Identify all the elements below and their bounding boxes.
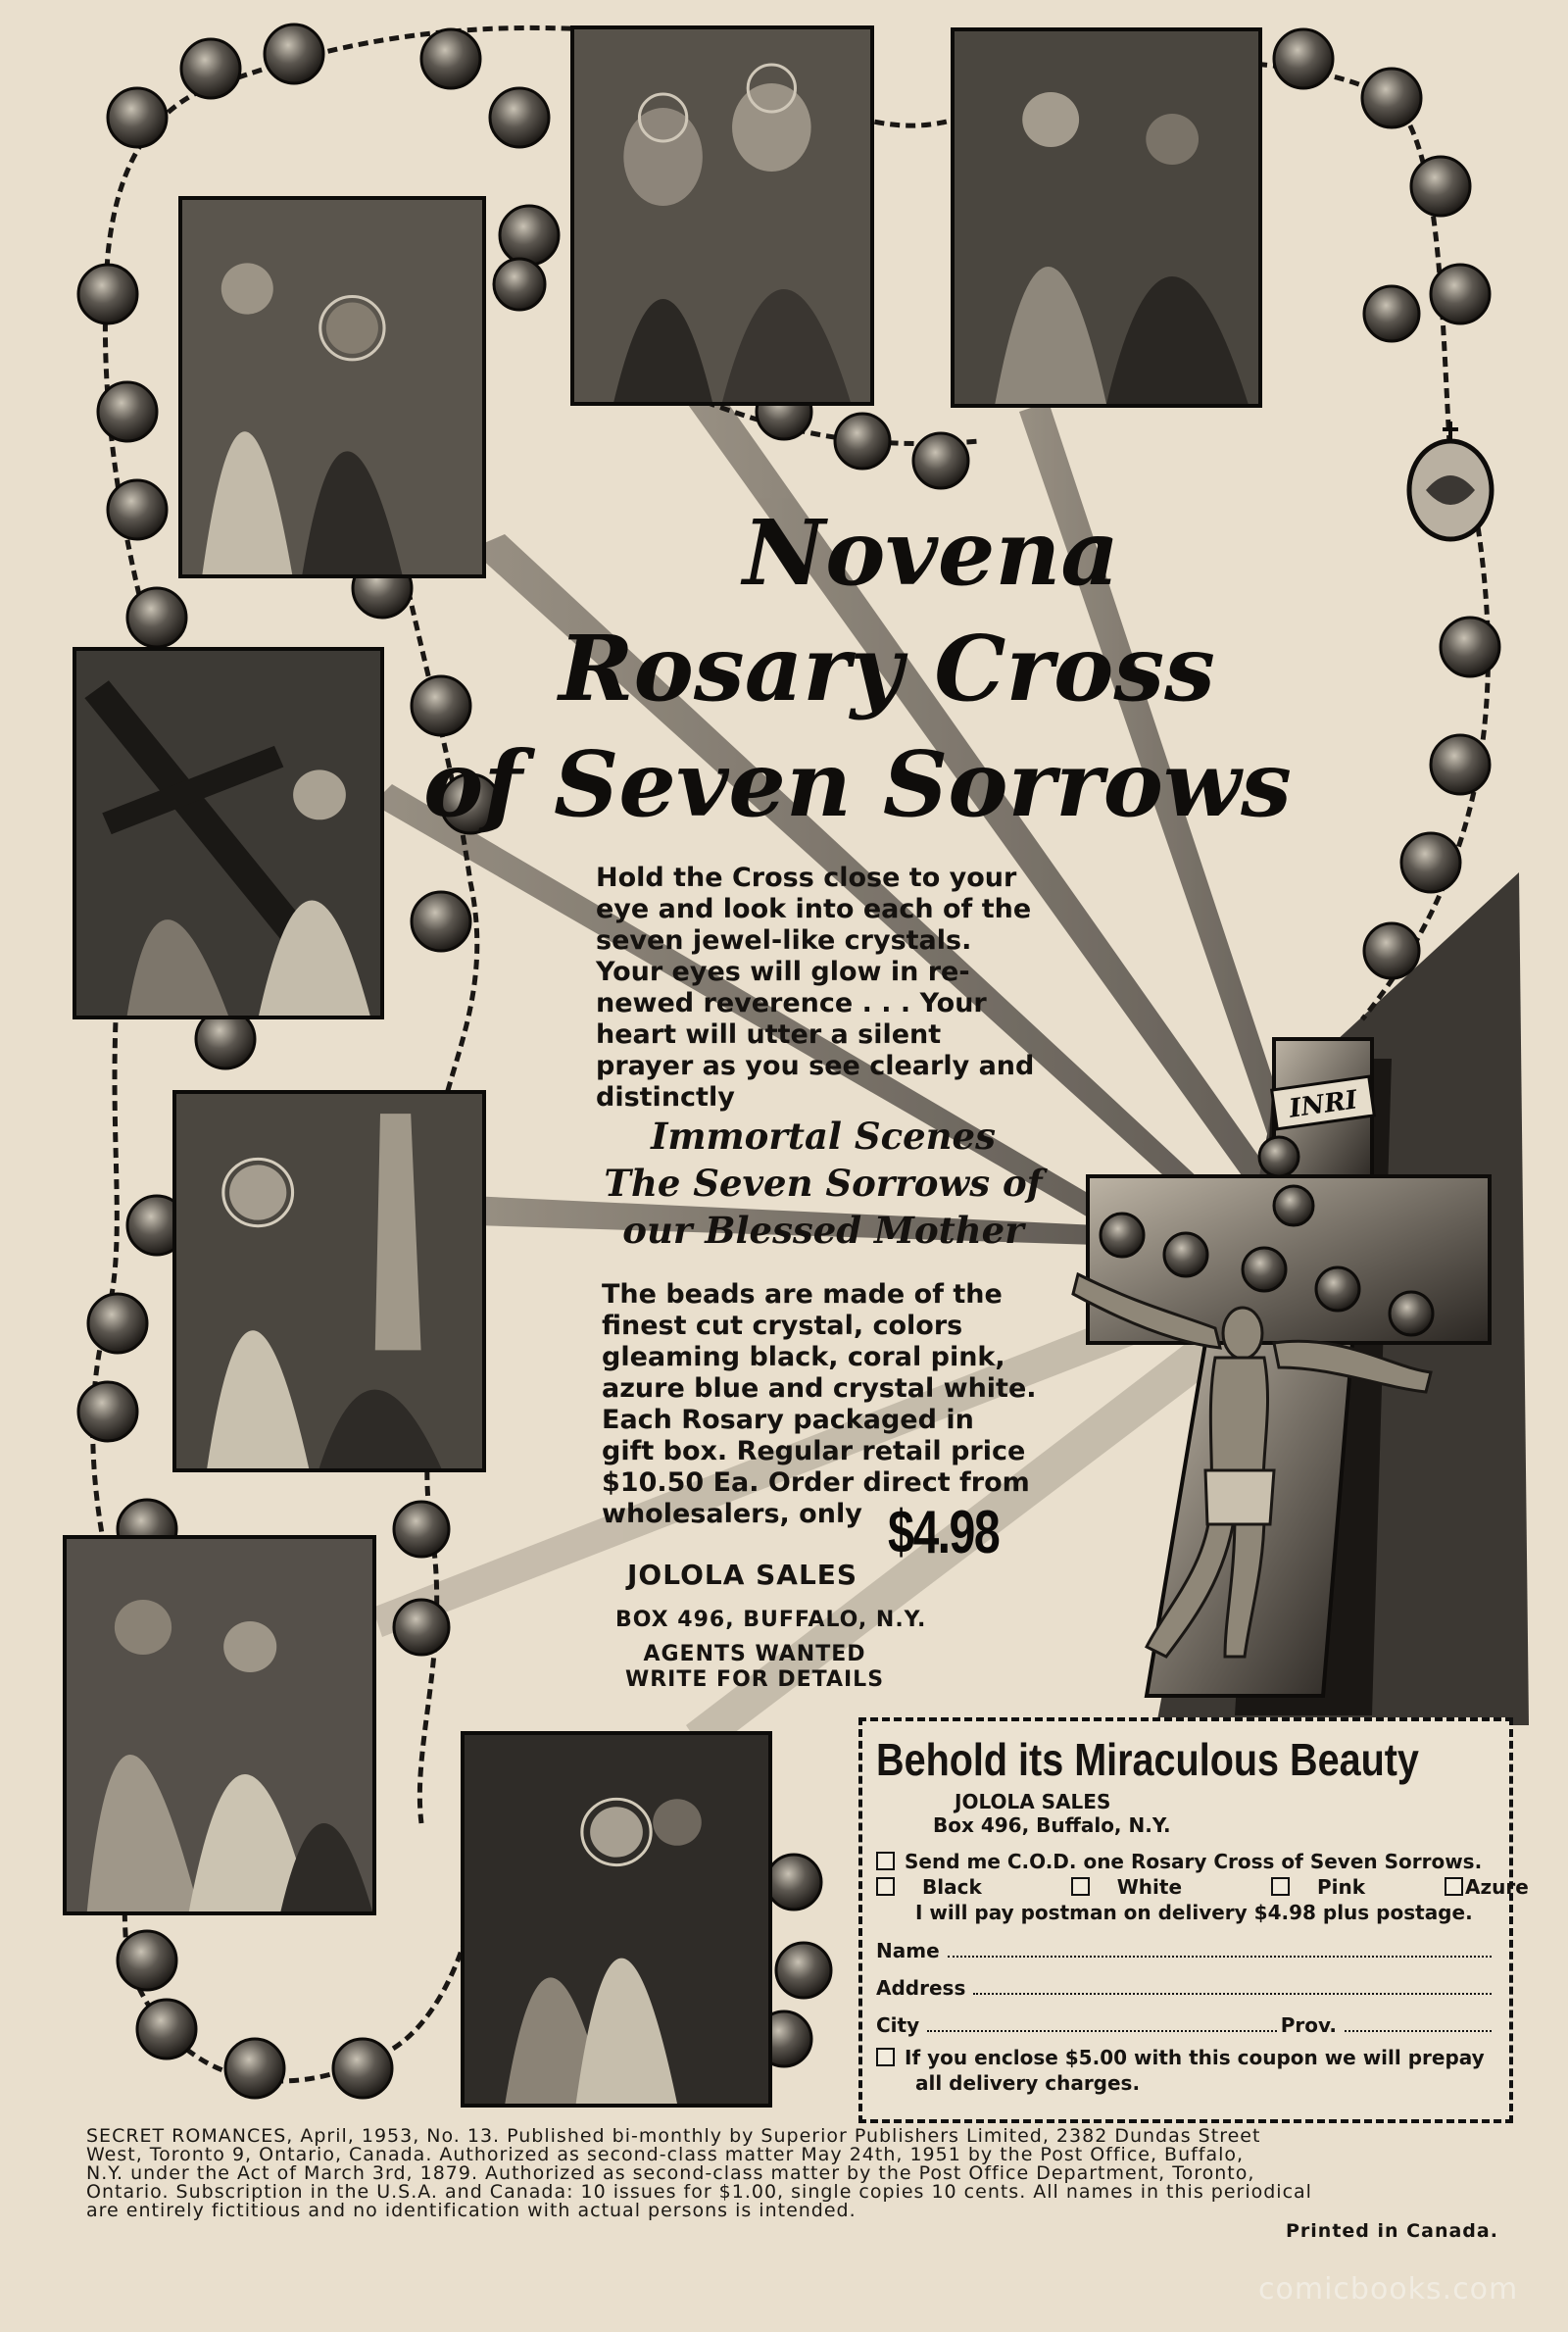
- prov-label: Prov.: [1280, 2013, 1337, 2037]
- body-line: distinctly: [596, 1082, 735, 1113]
- city-label: City: [876, 2013, 920, 2037]
- scenes-line: The Seven Sorrows of: [604, 1162, 1043, 1205]
- name-field[interactable]: [876, 1925, 1495, 1962]
- scenes-line: Immortal Scenes: [651, 1115, 996, 1158]
- agents-wanted: [608, 1642, 902, 1693]
- beads-line: $10.50 Ea. Order direct from: [602, 1467, 1030, 1498]
- company-address: BOX 496, BUFFALO, N.Y.: [615, 1608, 927, 1632]
- prepay-line: If you enclose $5.00 with this coupon we will prepay: [905, 2046, 1485, 2069]
- body-line: prayer as you see clearly and: [596, 1051, 1035, 1081]
- company-name: JOLOLA SALES: [627, 1559, 858, 1591]
- watermark: comicbooks.com: [1258, 2272, 1519, 2307]
- address-label: Address: [876, 1976, 966, 2000]
- city-field[interactable]: [876, 2000, 1495, 2037]
- beads-line: The beads are made of the: [602, 1279, 1003, 1310]
- price: $4.98: [888, 1499, 1000, 1566]
- inri-plaque: INRI: [1287, 1085, 1359, 1124]
- body-line: eye and look into each of the: [596, 894, 1032, 924]
- prepay-line: all delivery charges.: [915, 2071, 1141, 2095]
- body-line: Hold the Cross close to your: [596, 863, 1017, 893]
- sorrow-photo-6: [63, 1535, 376, 1915]
- coupon-address-line: JOLOLA SALES: [955, 1790, 1111, 1813]
- body-line: Your eyes will glow in re-: [596, 957, 970, 987]
- pink-checkbox[interactable]: [1271, 1877, 1290, 1896]
- footer-line: West, Toronto 9, Ontario, Canada. Authorized as second-class matter May 24th, 1951 by the Post Office, Buffalo,: [86, 2144, 1245, 2165]
- printed-in-canada: Printed in Canada.: [1286, 2220, 1498, 2242]
- coupon-headline: Behold its Miraculous Beauty: [876, 1734, 1419, 1785]
- beads-line: finest cut crystal, colors: [602, 1311, 963, 1341]
- prepay-checkbox[interactable]: [876, 2048, 895, 2066]
- medal-icon: [1409, 422, 1492, 539]
- white-checkbox[interactable]: [1071, 1877, 1090, 1896]
- sorrow-photo-5: [172, 1090, 486, 1472]
- color-options: [876, 1874, 1529, 1900]
- title-line: of Seven Sorrows: [423, 731, 1292, 837]
- body-line: newed reverence . . . Your: [596, 988, 987, 1018]
- black-checkbox[interactable]: [876, 1877, 895, 1896]
- beads-description: [602, 1279, 1053, 1530]
- order-label: Send me C.O.D. one Rosary Cross of Seven Sorrows.: [905, 1850, 1483, 1873]
- beads-line: gift box. Regular retail price: [602, 1436, 1026, 1466]
- sorrow-photo-4: [73, 647, 384, 1019]
- color-label: Pink: [1316, 1875, 1366, 1899]
- order-checkbox[interactable]: [876, 1852, 895, 1870]
- order-coupon: [858, 1717, 1529, 2123]
- address-field[interactable]: [876, 1962, 1495, 2000]
- title-line: Rosary Cross: [559, 616, 1215, 721]
- pay-line: I will pay postman on delivery $4.98 plus postage.: [915, 1901, 1473, 1924]
- sorrow-photo-7: [461, 1731, 772, 2108]
- sorrow-photo-1: [570, 25, 874, 406]
- beads-line: gleaming black, coral pink,: [602, 1342, 1005, 1372]
- footer-line: N.Y. under the Act of March 3rd, 1879. Authorized as second-class matter by the Post Office Department, Toronto,: [86, 2162, 1255, 2184]
- coupon-address-line: Box 496, Buffalo, N.Y.: [933, 1813, 1171, 1837]
- color-label: Black: [922, 1875, 982, 1899]
- color-label: White: [1116, 1875, 1183, 1899]
- footer-line: are entirely fictitious and no identification with actual persons is intended.: [86, 2200, 857, 2221]
- immortal-scenes-heading: [568, 1113, 1078, 1254]
- beads-line: azure blue and crystal white.: [602, 1373, 1037, 1404]
- publication-notice: [86, 2127, 1497, 2220]
- body-line: heart will utter a silent: [596, 1019, 942, 1050]
- order-option: [876, 1849, 1495, 1874]
- sorrow-photo-2: [951, 27, 1262, 408]
- color-label: Azure: [1465, 1875, 1529, 1899]
- agents-line: WRITE FOR DETAILS: [624, 1667, 885, 1692]
- ad-title: [423, 495, 1313, 842]
- name-label: Name: [876, 1939, 940, 1962]
- prepay-option: [876, 2045, 1495, 2070]
- footer-line: Ontario. Subscription in the U.S.A. and Canada: 10 issues for $1.00, single copies 10 cents. All names in this periodical: [86, 2181, 1312, 2203]
- ad-description: [596, 863, 1047, 1114]
- azure-checkbox[interactable]: [1445, 1877, 1463, 1896]
- body-line: seven jewel-like crystals.: [596, 925, 972, 956]
- beads-line: Each Rosary packaged in: [602, 1405, 974, 1435]
- sorrow-photo-3: [178, 196, 486, 578]
- footer-line: SECRET ROMANCES, April, 1953, No. 13. Published bi-monthly by Superior Publishers Limited, 2382 Dundas Street: [86, 2125, 1261, 2147]
- coupon-address: [933, 1790, 1495, 1837]
- title-line: Novena: [743, 500, 1119, 606]
- beads-line: wholesalers, only: [602, 1499, 862, 1529]
- scenes-line: our Blessed Mother: [622, 1209, 1024, 1252]
- agents-line: AGENTS WANTED: [643, 1642, 866, 1666]
